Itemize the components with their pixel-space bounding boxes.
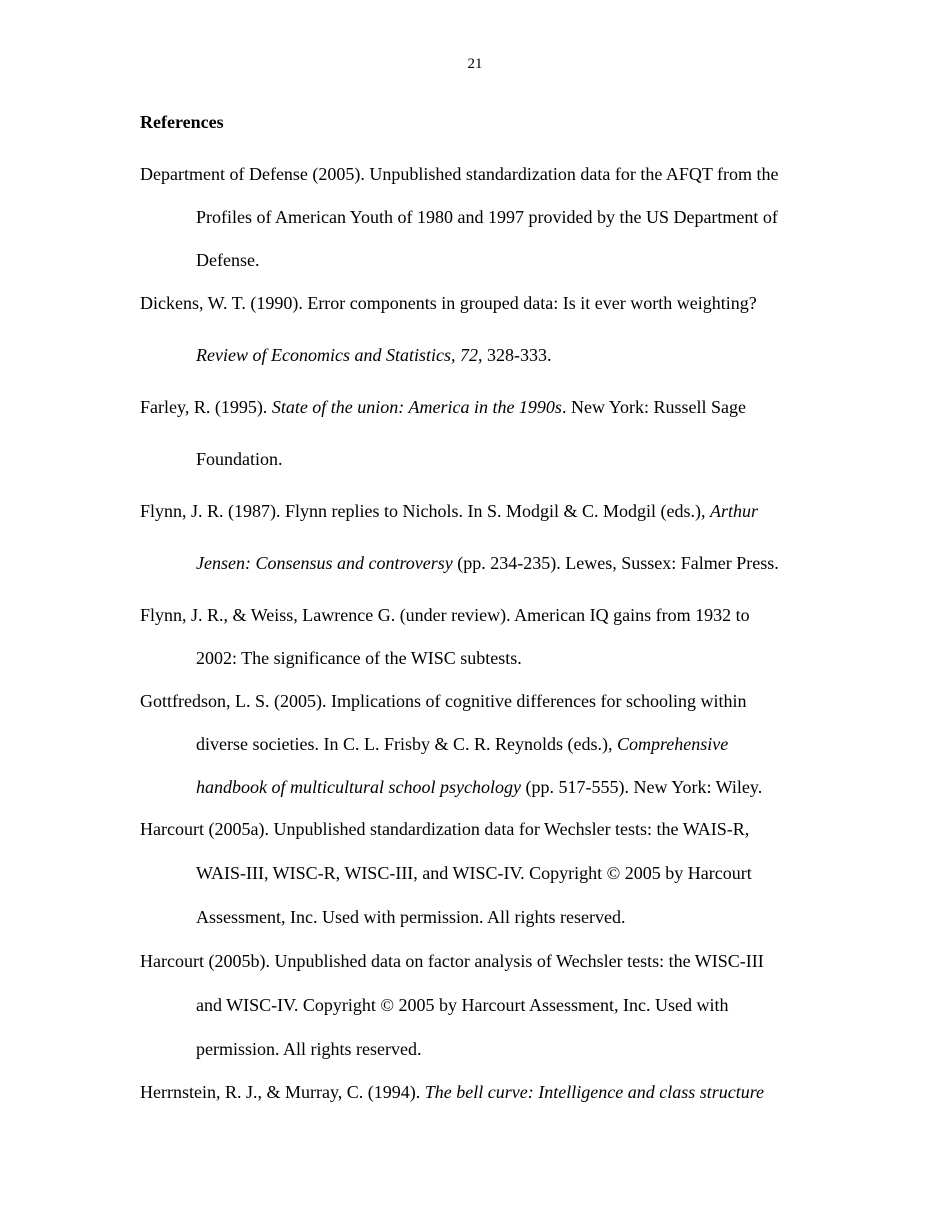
reference-line (196, 553, 779, 574)
reference-text: . New York: Russell Sage (561, 397, 746, 417)
reference-line (140, 1082, 764, 1103)
reference-book-title: State of the union: America in the 1990s (271, 397, 562, 417)
reference-text: diverse societies. In C. L. Frisby & C. R. Reynolds (eds.), (196, 734, 617, 754)
reference-text: and WISC-IV. Copyright © 2005 by Harcourt Assessment, Inc. Used with (196, 995, 729, 1015)
reference-text: Department of Defense (2005). Unpublished standardization data for the AFQT from the (140, 164, 779, 184)
reference-text: Foundation. (196, 449, 283, 469)
reference-text: Flynn, J. R. (1987). Flynn replies to Nichols. In S. Modgil & C. Modgil (eds.), (140, 501, 711, 521)
reference-text: , 328-333. (477, 345, 552, 365)
reference-text: Dickens, W. T. (1990). Error components in grouped data: Is it ever worth weighting? (140, 293, 757, 313)
reference-text: Farley, R. (1995). (140, 397, 272, 417)
reference-book-title: Jensen: Consensus and controversy (196, 553, 453, 573)
reference-line (140, 501, 758, 522)
reference-book-title: Comprehensive (616, 734, 729, 754)
reference-text: Flynn, J. R., & Weiss, Lawrence G. (under review). American IQ gains from 1932 to (140, 605, 750, 625)
reference-text: Defense. (196, 250, 260, 270)
reference-text: Assessment, Inc. Used with permission. All rights reserved. (196, 907, 626, 927)
reference-line (196, 863, 752, 884)
reference-journal-title: Review of Economics and Statistics, 72 (196, 345, 478, 365)
reference-text: Herrnstein, R. J., & Murray, C. (1994). (140, 1082, 425, 1102)
reference-line (196, 1039, 421, 1060)
reference-line (196, 907, 625, 928)
reference-line (196, 777, 762, 798)
reference-line (196, 648, 522, 669)
reference-line (140, 951, 764, 972)
reference-text: Harcourt (2005b). Unpublished data on factor analysis of Wechsler tests: the WISC-III (140, 951, 764, 971)
reference-line (140, 397, 746, 418)
reference-line (196, 345, 551, 366)
reference-text: WAIS-III, WISC-R, WISC-III, and WISC-IV. Copyright © 2005 by Harcourt (196, 863, 752, 883)
reference-line (196, 734, 728, 755)
reference-text: 2002: The significance of the WISC subtests. (196, 648, 522, 668)
reference-line (140, 605, 750, 626)
reference-text: (pp. 234-235). Lewes, Sussex: Falmer Press. (452, 553, 779, 573)
reference-text: (pp. 517-555). New York: Wiley. (520, 777, 763, 797)
reference-line (196, 250, 259, 271)
reference-line (196, 449, 283, 470)
reference-line (196, 207, 778, 228)
page-number: 21 (467, 56, 483, 72)
reference-book-title: The bell curve: Intelligence and class structure (424, 1082, 765, 1102)
reference-line (196, 995, 728, 1016)
reference-text: Profiles of American Youth of 1980 and 1997 provided by the US Department of (196, 207, 778, 227)
reference-line (140, 819, 749, 840)
reference-line (140, 164, 779, 185)
reference-line (140, 691, 747, 712)
reference-text: Harcourt (2005a). Unpublished standardization data for Wechsler tests: the WAIS-R, (140, 819, 750, 839)
references-heading: References (140, 112, 224, 132)
reference-text: Gottfredson, L. S. (2005). Implications of cognitive differences for schooling within (140, 691, 747, 711)
reference-line (140, 293, 757, 314)
reference-book-title: handbook of multicultural school psychology (196, 777, 521, 797)
reference-text: permission. All rights reserved. (196, 1039, 422, 1059)
reference-book-title: Arthur (710, 501, 759, 521)
